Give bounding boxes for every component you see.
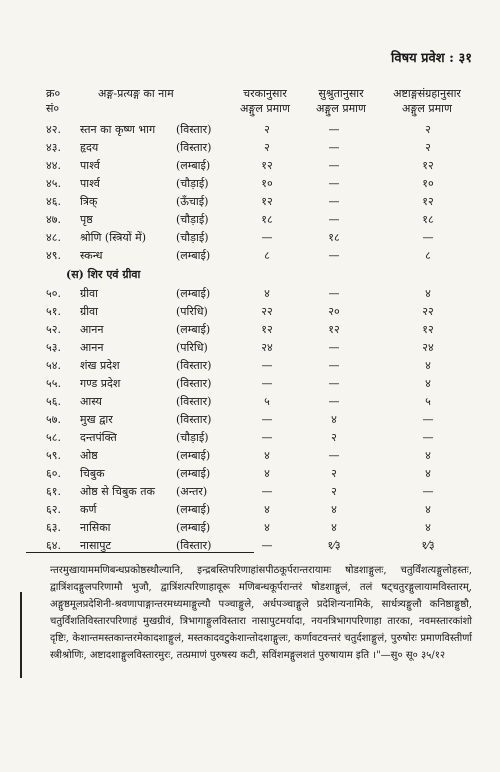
table-row	[46, 284, 486, 302]
part-name: चिबुक	[80, 466, 105, 480]
dimension: (लम्बाई)	[176, 520, 211, 534]
ashtanga-value: ४	[425, 520, 431, 534]
sushruta-value: —	[328, 358, 340, 372]
dimension: (लम्बाई)	[176, 466, 211, 480]
part-name: मुख द्वार	[80, 412, 113, 426]
table-row	[46, 120, 486, 138]
table-row	[46, 482, 486, 500]
charaka-value: —	[261, 376, 273, 390]
table-body	[46, 120, 486, 554]
table-row	[46, 210, 486, 228]
dimension: (विस्तार)	[176, 358, 212, 372]
ashtanga-value: २	[425, 140, 431, 154]
sushruta-value: १⁄३	[327, 538, 341, 552]
header-sushruta-2: अङ्गुल प्रमाण	[316, 102, 366, 115]
table-row	[46, 518, 486, 536]
row-number: ४३.	[46, 140, 61, 154]
charaka-value: —	[261, 484, 273, 498]
charaka-value: १२	[261, 194, 273, 208]
sushruta-value: —	[328, 122, 340, 136]
header-ashtanga-1: अष्टाङ्गसंग्रहानुसार	[393, 87, 461, 100]
table-row	[46, 228, 486, 246]
part-name: आनन	[80, 322, 104, 336]
charaka-value: ४	[264, 286, 270, 300]
dimension: (लम्बाई)	[176, 286, 211, 300]
dimension: (विस्तार)	[176, 140, 212, 154]
dimension: (चौड़ाई)	[176, 430, 209, 444]
ashtanga-value: २४	[422, 340, 434, 354]
charaka-value: —	[261, 358, 273, 372]
ashtanga-value: —	[422, 412, 434, 426]
ashtanga-value: ४	[425, 466, 431, 480]
table-row	[46, 192, 486, 210]
charaka-value: ८	[264, 248, 270, 262]
part-name: नासिका	[80, 520, 111, 534]
part-name: पृष्ठ	[80, 212, 93, 226]
table-row	[46, 374, 486, 392]
table-row	[46, 138, 486, 156]
dimension: (लम्बाई)	[176, 502, 211, 516]
row-number: ६२.	[46, 502, 61, 516]
row-number: ६१.	[46, 484, 61, 498]
header-serial-2: सं०	[46, 102, 60, 115]
part-name: कर्ण	[80, 502, 97, 516]
dimension: (विस्तार)	[176, 376, 212, 390]
table-row	[46, 392, 486, 410]
ashtanga-value: ४	[425, 502, 431, 516]
row-number: ४८.	[46, 230, 61, 244]
header-part-name: अङ्ग-प्रत्यङ्ग का नाम	[98, 87, 174, 100]
dimension: (लम्बाई)	[176, 248, 211, 262]
charaka-value: —	[261, 538, 273, 552]
header-sushruta-1: सुश्रुतानुसार	[318, 87, 364, 100]
charaka-value: २४	[261, 340, 273, 354]
ashtanga-value: १०	[422, 176, 434, 190]
row-number: ५२.	[46, 322, 61, 336]
part-name: आस्य	[80, 394, 102, 408]
charaka-value: २	[264, 140, 270, 154]
footnote-rule	[26, 552, 254, 553]
charaka-value: ४	[264, 502, 270, 516]
dimension: (लम्बाई)	[176, 448, 211, 462]
body-measurements-table	[46, 120, 486, 554]
charaka-value: १८	[261, 212, 273, 226]
sushruta-value: —	[328, 394, 340, 408]
row-number: ५४.	[46, 358, 61, 372]
row-number: ५५.	[46, 376, 61, 390]
ashtanga-value: —	[422, 430, 434, 444]
sushruta-value: —	[328, 158, 340, 172]
ashtanga-value: ५	[425, 394, 431, 408]
row-number: ५०.	[46, 286, 61, 300]
charaka-value: —	[261, 430, 273, 444]
dimension: (ऊँचाई)	[176, 194, 209, 208]
charaka-value: १०	[261, 176, 273, 190]
header-charaka-1: चरकानुसार	[243, 87, 287, 100]
part-name: दन्तपंक्ति	[80, 430, 117, 444]
dimension: (अन्तर)	[176, 484, 208, 498]
sushruta-value: २	[331, 466, 337, 480]
ashtanga-value: १२	[422, 194, 434, 208]
sushruta-value: —	[328, 176, 340, 190]
row-number: ५९.	[46, 448, 61, 462]
dimension: (विस्तार)	[176, 394, 212, 408]
ashtanga-value: ४	[425, 376, 431, 390]
charaka-value: १२	[261, 322, 273, 336]
part-name: शंख प्रदेश	[80, 358, 120, 372]
ashtanga-value: ४	[425, 358, 431, 372]
row-number: ५८.	[46, 430, 61, 444]
part-name: ग्रीवा	[80, 304, 99, 318]
row-number: ५६.	[46, 394, 61, 408]
part-name: ओष्ठ	[80, 448, 98, 462]
part-name: श्रोणि (स्त्रियों में)	[80, 230, 147, 244]
table-row	[46, 246, 486, 264]
margin-bar	[20, 592, 22, 678]
table-row	[46, 302, 486, 320]
header-ashtanga-2: अङ्गुल प्रमाण	[402, 102, 452, 115]
part-name: स्तन का कृष्ण भाग	[80, 122, 156, 136]
sushruta-value: ४	[331, 412, 337, 426]
dimension: (चौड़ाई)	[176, 176, 209, 190]
part-name: ग्रीवा	[80, 286, 99, 300]
part-name: आनन	[80, 340, 104, 354]
dimension: (परिधि)	[176, 340, 208, 354]
ashtanga-value: ४	[425, 448, 431, 462]
sushruta-value: १२	[328, 322, 340, 336]
table-row	[46, 446, 486, 464]
sushruta-value: १८	[328, 230, 340, 244]
row-number: ४२.	[46, 122, 61, 136]
dimension: (चौड़ाई)	[176, 212, 209, 226]
part-name: हृदय	[80, 140, 99, 154]
sushruta-value: ४	[331, 520, 337, 534]
row-number: ६३.	[46, 520, 61, 534]
ashtanga-value: ४	[425, 286, 431, 300]
section-row	[46, 264, 486, 284]
table-row	[46, 174, 486, 192]
header-serial-1: क्र०	[46, 87, 61, 100]
section-title: (स) शिर एवं ग्रीवा	[66, 267, 141, 281]
dimension: (परिधि)	[176, 304, 208, 318]
table-row	[46, 500, 486, 518]
sushruta-value: २०	[328, 304, 340, 318]
part-name: नासापुट	[80, 538, 112, 552]
row-number: ५१.	[46, 304, 61, 318]
charaka-value: २	[264, 122, 270, 136]
header-charaka-2: अङ्गुल प्रमाण	[240, 102, 290, 115]
sushruta-value: २	[331, 484, 337, 498]
ashtanga-value: १२	[422, 158, 434, 172]
charaka-value: १२	[261, 158, 273, 172]
charaka-value: ४	[264, 448, 270, 462]
table-row	[46, 464, 486, 482]
table-row	[46, 320, 486, 338]
dimension: (लम्बाई)	[176, 322, 211, 336]
charaka-value: —	[261, 230, 273, 244]
row-number: ५३.	[46, 340, 61, 354]
running-head: विषय प्रवेश : ३१	[390, 51, 472, 66]
charaka-value: ४	[264, 520, 270, 534]
footnote-text: न्तरमुखायाममणिबन्धप्रकोष्ठस्थौल्यानि, इन्द्रबस्तिपरिणाहांसपीठकूर्परान्तरायामः षोडशाङ्गुलः, चतुर्विंशत्यङ्गुलोहस्तः, द्वात्रिंशदङ्गुलपरिणामौ भुजौ, द्वात्रिंशत्परिणाहावूरू मणिबन्धकूर्परान्तरं षोडशाङ्गुलं, तलं षट्चतुरङ्गुलायामविस्तारम्, अङ्गुष्ठमूलप्रदेशिनी-श्रवणापाङ्गान्तरमध्यमाङ्गुल्यौ पञ्चाङ्गुले, अर्धपञ्चाङ्गुले प्रदेशिन्यनामिके, सार्धत्र्यङ्गुलौ कनिष्ठाङ्गुष्ठौ, चतुर्विंशतिविस्तारपरिणाहं मुखग्रीवं, त्रिभागाङ्गुलविस्तारा नासापुटमर्यादा, नयनत्रिभागपरिणाहा तारका, नवमस्तारकांशो दृष्टिः, केशान्तमस्तकान्तरमेकादशाङ्गुलं, मस्तकादवटुकेशान्तोदशाङ्गुलः, कर्णावटवन्तरं चतुर्दशाङ्गुलं, पुरुषोरः प्रमाणविस्तीर्णा स्त्रीश्रोणिः, अष्टादशाङ्गुलविस्तारमुरः, तत्प्रमाणं पुरुषस्य कटी, सविंशमङ्गुलशतं पुरुषायाम इति ।"—सु० सू० ३५/१२	[50, 565, 472, 661]
row-number: ५७.	[46, 412, 61, 426]
row-number: ६०.	[46, 466, 61, 480]
part-name: स्कन्ध	[80, 248, 103, 262]
ashtanga-value: २	[425, 122, 431, 136]
ashtanga-value: २२	[422, 304, 434, 318]
row-number: ४९.	[46, 248, 61, 262]
table-row	[46, 410, 486, 428]
sushruta-value: —	[328, 140, 340, 154]
ashtanga-value: —	[422, 484, 434, 498]
table-row	[46, 356, 486, 374]
part-name: त्रिक्	[80, 194, 98, 208]
part-name: ओष्ठ से चिबुक तक	[80, 484, 155, 498]
ashtanga-value: ८	[425, 248, 431, 262]
sushruta-value: —	[328, 286, 340, 300]
sushruta-value: —	[328, 340, 340, 354]
sushruta-value: —	[328, 194, 340, 208]
row-number: ४६.	[46, 194, 61, 208]
dimension: (विस्तार)	[176, 538, 212, 552]
part-name: पार्श्व	[80, 176, 100, 190]
sushruta-value: —	[328, 248, 340, 262]
table-row	[46, 156, 486, 174]
charaka-value: ४	[264, 466, 270, 480]
part-name: गण्ड प्रदेश	[80, 376, 121, 390]
ashtanga-value: १२	[422, 322, 434, 336]
sushruta-value: —	[328, 448, 340, 462]
table-row	[46, 428, 486, 446]
part-name: पार्श्व	[80, 158, 100, 172]
sushruta-value: ४	[331, 502, 337, 516]
sushruta-value: —	[328, 212, 340, 226]
dimension: (विस्तार)	[176, 412, 212, 426]
dimension: (चौड़ाई)	[176, 230, 209, 244]
ashtanga-value: १⁄३	[421, 538, 435, 552]
charaka-value: —	[261, 412, 273, 426]
sushruta-value: —	[328, 376, 340, 390]
table-row	[46, 338, 486, 356]
row-number: ६४.	[46, 538, 61, 552]
sushruta-value: २	[331, 430, 337, 444]
charaka-value: ५	[264, 394, 270, 408]
dimension: (लम्बाई)	[176, 158, 211, 172]
ashtanga-value: १८	[422, 212, 434, 226]
charaka-value: २२	[261, 304, 273, 318]
ashtanga-value: —	[422, 230, 434, 244]
row-number: ४५.	[46, 176, 61, 190]
dimension: (विस्तार)	[176, 122, 212, 136]
row-number: ४७.	[46, 212, 61, 226]
row-number: ४४.	[46, 158, 61, 172]
